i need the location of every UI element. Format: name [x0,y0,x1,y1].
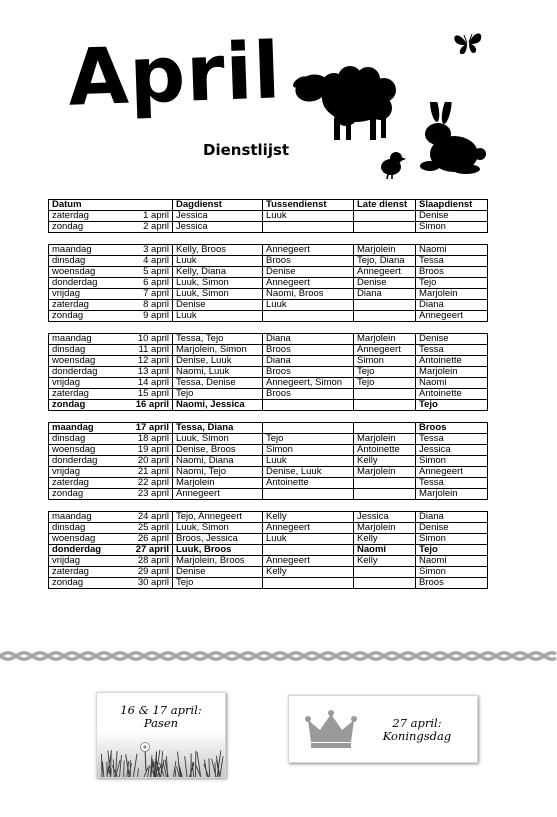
cell-late-dienst: Marjolein [354,334,416,345]
table-row [49,378,488,389]
cell-late-dienst: Kelly [354,556,416,567]
cell-dagdienst: Jessica [173,211,263,222]
cell-tussendienst: Naomi, Broos [263,289,354,300]
cell-slaapdienst: Simon [416,534,488,545]
cell-dagdienst: Tejo, Annegeert [173,512,263,523]
cell-tussendienst [263,400,354,411]
table-row [49,489,488,500]
table-row [49,222,488,233]
cell-tussendienst [263,545,354,556]
cell-dagdienst: Luuk, Simon [173,523,263,534]
table-row [49,512,488,523]
week-separator [49,233,488,245]
cell-late-dienst [354,311,416,322]
cell-dagdienst: Naomi, Diana [173,456,263,467]
cell-slaapdienst: Marjolein [416,489,488,500]
cell-day: woensdag [49,267,119,278]
cell-late-dienst: Marjolein [354,434,416,445]
cell-day: zaterdag [49,478,119,489]
cell-tussendienst: Antoinette [263,478,354,489]
cell-date: 19 april [119,445,173,456]
cell-dagdienst: Tessa, Diana [173,423,263,434]
cell-late-dienst: Marjolein [354,467,416,478]
cell-tussendienst: Diana [263,356,354,367]
cell-date: 6 april [119,278,173,289]
wave-divider [0,647,557,665]
week-separator [49,500,488,512]
cell-slaapdienst: Marjolein [416,367,488,378]
cell-slaapdienst: Simon [416,222,488,233]
cell-dagdienst: Tejo [173,389,263,400]
cell-day: vrijdag [49,378,119,389]
cell-late-dienst [354,489,416,500]
cell-day: maandag [49,423,119,434]
table-row [49,423,488,434]
cell-dagdienst: Kelly, Broos [173,245,263,256]
cell-tussendienst: Tejo [263,434,354,445]
cell-date: 21 april [119,467,173,478]
cell-day: donderdag [49,545,119,556]
table-row [49,545,488,556]
table-row [49,211,488,222]
cell-slaapdienst: Tejo [416,278,488,289]
cell-slaapdienst: Diana [416,300,488,311]
cell-dagdienst: Naomi, Jessica [173,400,263,411]
cell-dagdienst: Denise [173,567,263,578]
cell-date: 3 april [119,245,173,256]
cell-slaapdienst: Tessa [416,478,488,489]
cell-date: 5 april [119,267,173,278]
cell-tussendienst: Broos [263,367,354,378]
cell-tussendienst: Denise [263,267,354,278]
cell-slaapdienst: Simon [416,456,488,467]
cell-day: woensdag [49,445,119,456]
cell-slaapdienst: Broos [416,578,488,589]
cell-day: zondag [49,311,119,322]
cell-late-dienst: Marjolein [354,245,416,256]
cell-day: zondag [49,578,119,589]
cell-dagdienst: Luuk [173,311,263,322]
cell-late-dienst: Tejo, Diana [354,256,416,267]
cell-slaapdienst: Tejo [416,400,488,411]
cell-date: 20 april [119,456,173,467]
cell-tussendienst: Broos [263,256,354,267]
cell-day: zaterdag [49,211,119,222]
column-header-datum: Datum [49,200,173,211]
cell-day: woensdag [49,534,119,545]
cell-date: 27 april [119,545,173,556]
table-header-row [49,200,488,211]
cell-tussendienst: Kelly [263,512,354,523]
table-row [49,467,488,478]
cell-late-dienst: Kelly [354,534,416,545]
cell-date: 13 april [119,367,173,378]
cell-slaapdienst: Naomi [416,245,488,256]
table-row [49,300,488,311]
cell-dagdienst: Luuk, Simon [173,278,263,289]
table-row [49,523,488,534]
cell-slaapdienst: Tessa [416,345,488,356]
cell-day: zondag [49,400,119,411]
page-title: April [66,26,283,124]
cell-dagdienst: Tessa, Tejo [173,334,263,345]
cell-tussendienst: Annegeert [263,523,354,534]
cell-tussendienst: Luuk [263,300,354,311]
cell-date: 29 april [119,567,173,578]
cell-date: 18 april [119,434,173,445]
cell-tussendienst: Annegeert [263,245,354,256]
table-row [49,278,488,289]
table-row [49,356,488,367]
cell-slaapdienst: Jessica [416,445,488,456]
cell-dagdienst: Marjolein [173,478,263,489]
table-row [49,256,488,267]
column-header-tussendienst: Tussendienst [263,200,354,211]
cell-late-dienst: Jessica [354,512,416,523]
cell-dagdienst: Broos, Jessica [173,534,263,545]
cell-late-dienst: Kelly [354,456,416,467]
table-row [49,267,488,278]
cell-day: zondag [49,222,119,233]
cell-date: 28 april [119,556,173,567]
cell-slaapdienst: Naomi [416,378,488,389]
separator-cell [49,411,488,423]
cell-slaapdienst: Antoinette [416,389,488,400]
cell-date: 23 april [119,489,173,500]
cell-day: donderdag [49,456,119,467]
table-row [49,534,488,545]
cell-day: zaterdag [49,300,119,311]
cell-late-dienst: Naomi [354,545,416,556]
cell-slaapdienst: Antoinette [416,356,488,367]
cell-date: 8 april [119,300,173,311]
cell-day: vrijdag [49,467,119,478]
cell-late-dienst: Annegeert [354,267,416,278]
cell-date: 24 april [119,512,173,523]
table-row [49,245,488,256]
cell-slaapdienst: Tessa [416,256,488,267]
cell-late-dienst [354,478,416,489]
table-row [49,289,488,300]
cell-tussendienst: Luuk [263,211,354,222]
separator-cell [49,322,488,334]
cell-date: 12 april [119,356,173,367]
crown-icon [305,710,357,750]
cell-slaapdienst: Naomi [416,556,488,567]
cell-date: 9 april [119,311,173,322]
cell-tussendienst: Annegeert, Simon [263,378,354,389]
page-subtitle: Dienstlijst [203,141,290,159]
cell-date: 7 april [119,289,173,300]
cell-day: vrijdag [49,556,119,567]
cell-date: 11 april [119,345,173,356]
cell-tussendienst: Diana [263,334,354,345]
cell-slaapdienst: Denise [416,523,488,534]
separator-cell [49,233,488,245]
cell-tussendienst: Simon [263,445,354,456]
cell-late-dienst: Marjolein [354,523,416,534]
cell-late-dienst [354,222,416,233]
cell-date: 1 april [119,211,173,222]
cell-late-dienst [354,300,416,311]
cell-slaapdienst: Annegeert [416,467,488,478]
cell-slaapdienst: Annegeert [416,311,488,322]
cell-slaapdienst: Simon [416,567,488,578]
column-header-late-dienst: Late dienst [354,200,416,211]
cell-late-dienst: Antoinette [354,445,416,456]
cell-dagdienst: Luuk [173,256,263,267]
cell-tussendienst: Luuk [263,456,354,467]
table-row [49,334,488,345]
cell-dagdienst: Luuk, Simon [173,289,263,300]
table-row [49,478,488,489]
grass-illustration [97,731,225,777]
cell-dagdienst: Marjolein, Broos [173,556,263,567]
cell-dagdienst: Kelly, Diana [173,267,263,278]
cell-dagdienst: Naomi, Tejo [173,467,263,478]
cell-slaapdienst: Marjolein [416,289,488,300]
table-row [49,434,488,445]
easter-card-date: 16 & 17 april: [120,703,202,717]
butterfly-icon [450,28,486,60]
table-row [49,400,488,411]
cell-slaapdienst: Broos [416,423,488,434]
cell-date: 2 april [119,222,173,233]
cell-date: 14 april [119,378,173,389]
cell-day: donderdag [49,278,119,289]
cell-dagdienst: Denise, Broos [173,445,263,456]
cell-tussendienst: Annegeert [263,278,354,289]
cell-late-dienst: Tejo [354,367,416,378]
rabbit-silhouette-icon [412,102,488,174]
cell-date: 30 april [119,578,173,589]
cell-tussendienst: Luuk [263,534,354,545]
easter-card [96,692,226,778]
cell-dagdienst: Annegeert [173,489,263,500]
cell-slaapdienst: Broos [416,267,488,278]
cell-dagdienst: Denise [173,300,263,311]
cell-tussendienst [263,423,354,434]
cell-dagdienst: Tejo [173,578,263,589]
cell-day: maandag [49,512,119,523]
cell-tussendienst: Denise, Luuk [263,467,354,478]
cell-day: donderdag [49,367,119,378]
column-header-dagdienst: Dagdienst [173,200,263,211]
cell-dagdienst: Marjolein, Simon [173,345,263,356]
cell-tussendienst: Kelly [263,567,354,578]
cell-slaapdienst: Tessa [416,434,488,445]
cell-date: 22 april [119,478,173,489]
cell-day: maandag [49,245,119,256]
week-separator [49,411,488,423]
cell-tussendienst [263,311,354,322]
cell-late-dienst [354,400,416,411]
table-row [49,345,488,356]
kingsday-card-label: Koningsdag [382,729,452,743]
cell-late-dienst: Simon [354,356,416,367]
cell-tussendienst: Broos [263,345,354,356]
table-row [49,556,488,567]
cell-day: zaterdag [49,389,119,400]
cell-slaapdienst: Diana [416,512,488,523]
schedule-body [49,211,488,589]
table-row [49,389,488,400]
cell-dagdienst: Naomi, Luuk [173,367,263,378]
cell-day: zaterdag [49,567,119,578]
schedule-table [48,199,488,589]
cell-day: dinsdag [49,434,119,445]
easter-card-label: Pasen [143,716,179,730]
cell-dagdienst: Tessa, Denise [173,378,263,389]
table-row [49,567,488,578]
cell-slaapdienst: Denise [416,211,488,222]
cell-late-dienst [354,423,416,434]
cell-late-dienst: Tejo [354,378,416,389]
cell-tussendienst [263,222,354,233]
cell-day: dinsdag [49,256,119,267]
cell-tussendienst: Annegeert [263,556,354,567]
cell-tussendienst [263,578,354,589]
cell-slaapdienst: Tejo [416,545,488,556]
cell-dagdienst: Luuk, Broos [173,545,263,556]
cell-date: 25 april [119,523,173,534]
cell-slaapdienst: Denise [416,334,488,345]
cell-day: zondag [49,489,119,500]
cell-dagdienst: Denise, Luuk [173,356,263,367]
cell-day: woensdag [49,356,119,367]
cell-tussendienst [263,489,354,500]
cell-day: maandag [49,334,119,345]
chick-silhouette-icon [376,149,406,179]
cell-day: vrijdag [49,289,119,300]
cell-dagdienst: Luuk, Simon [173,434,263,445]
cell-late-dienst [354,389,416,400]
table-row [49,367,488,378]
cell-tussendienst: Broos [263,389,354,400]
cell-date: 15 april [119,389,173,400]
kingsday-card [288,695,478,763]
cell-late-dienst [354,567,416,578]
table-row [49,456,488,467]
table-row [49,311,488,322]
cell-date: 4 april [119,256,173,267]
cell-late-dienst [354,578,416,589]
cell-day: dinsdag [49,345,119,356]
cell-late-dienst: Denise [354,278,416,289]
cell-late-dienst [354,211,416,222]
cell-late-dienst: Annegeert [354,345,416,356]
cell-date: 16 april [119,400,173,411]
cell-late-dienst: Diana [354,289,416,300]
cell-day: dinsdag [49,523,119,534]
week-separator [49,322,488,334]
table-row [49,578,488,589]
cell-date: 17 april [119,423,173,434]
separator-cell [49,500,488,512]
kingsday-card-date: 27 april: [392,716,442,730]
cell-date: 26 april [119,534,173,545]
table-row [49,445,488,456]
cell-dagdienst: Jessica [173,222,263,233]
column-header-slaapdienst: Slaapdienst [416,200,488,211]
sheep-silhouette-icon [290,60,400,142]
cell-date: 10 april [119,334,173,345]
